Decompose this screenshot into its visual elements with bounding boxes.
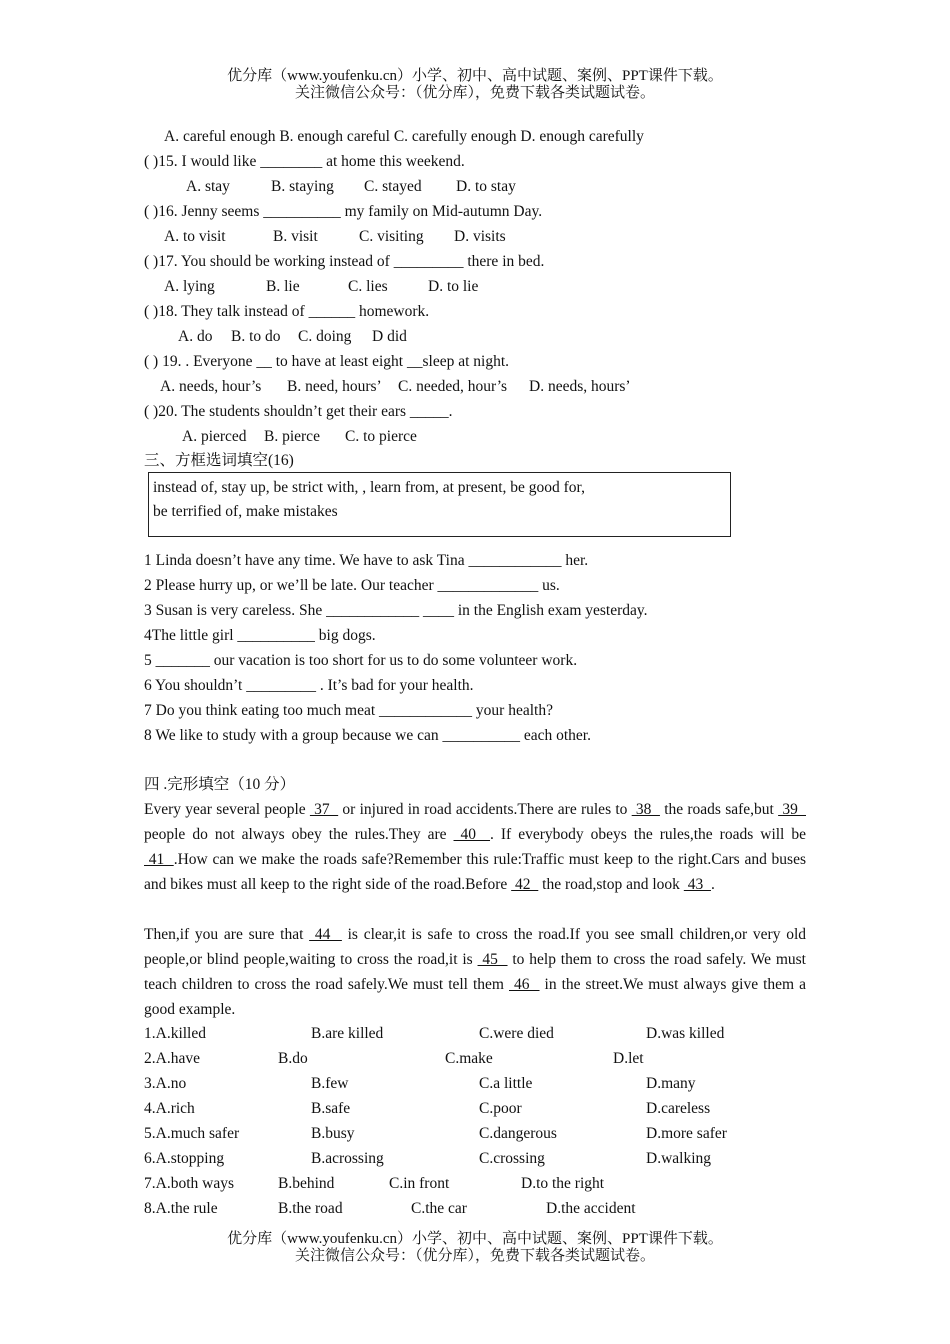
cloze-4-option-b: B.safe — [311, 1100, 351, 1117]
cloze-5-option-c: C.dangerous — [479, 1125, 557, 1142]
q19-option-d: D. needs, hours’ — [529, 378, 631, 395]
q20-option-a: A. pierced — [182, 428, 247, 445]
fill-item-6: 6 You shouldn’t _________ . It’s bad for your health. — [144, 677, 474, 694]
cloze-6-option-d: D.walking — [646, 1150, 712, 1167]
q19-option-b: B. need, hours’ — [287, 378, 382, 395]
header-line-2: 关注微信公众号：（优分库），免费下载各类试题试卷。 — [294, 85, 655, 101]
cloze-7-option-a: 7.A.both ways — [144, 1175, 234, 1192]
fill-item-5: 5 _______ our vacation is too short for us to do some volunteer work. — [144, 652, 578, 669]
cloze-4-option-a: 4.A.rich — [144, 1100, 195, 1117]
q20-option-c: C. to pierce — [345, 428, 417, 445]
q15-option-d: D. to stay — [456, 178, 516, 195]
fill-item-3: 3 Susan is very careless. She ____________ ____ in the English exam yesterday. — [144, 602, 648, 619]
word-bank-line-1: instead of, stay up, be strict with, , learn from, at present, be good for, — [153, 479, 585, 496]
header-line-1: 优分库（www.youfenku.cn）小学、初中、高中试题、案例、PPT课件下载。 — [227, 68, 723, 84]
q16-stem: ( )16. Jenny seems __________ my family on Mid-autumn Day. — [144, 203, 543, 220]
q17-option-b: B. lie — [266, 278, 300, 295]
cloze-3-option-a: 3.A.no — [144, 1075, 187, 1092]
q17-option-a: A. lying — [164, 278, 215, 295]
q14-options: A. careful enough B. enough careful C. carefully enough D. enough carefully — [164, 128, 644, 145]
cloze-4-option-c: C.poor — [479, 1100, 522, 1117]
fill-item-2: 2 Please hurry up, or we’ll be late. Our teacher _____________ us. — [144, 577, 560, 594]
cloze-6-option-b: B.acrossing — [311, 1150, 384, 1167]
fill-item-4: 4The little girl __________ big dogs. — [144, 627, 376, 644]
cloze-2-option-d: D.let — [613, 1050, 644, 1067]
cloze-5-option-a: 5.A.much safer — [144, 1125, 240, 1142]
word-bank-line-2: be terrified of, make mistakes — [153, 503, 338, 520]
cloze-1-option-b: B.are killed — [311, 1025, 384, 1042]
cloze-6-option-c: C.crossing — [479, 1150, 545, 1167]
q18-option-c: C. doing — [298, 328, 352, 345]
footer-line-1: 优分库（www.youfenku.cn）小学、初中、高中试题、案例、PPT课件下载。 — [227, 1231, 723, 1247]
cloze-4-option-d: D.careless — [646, 1100, 711, 1117]
cloze-1-option-d: D.was killed — [646, 1025, 725, 1042]
cloze-5-option-b: B.busy — [311, 1125, 355, 1142]
blank-46: 46 — [509, 976, 540, 993]
q18-option-d: D did — [372, 328, 407, 345]
q17-stem: ( )17. You should be working instead of _________ there in bed. — [144, 253, 545, 270]
blank-41: 41 — [144, 851, 174, 868]
cloze-7-option-c: C.in front — [389, 1175, 450, 1192]
q15-stem: ( )15. I would like ________ at home this weekend. — [144, 153, 465, 170]
cloze-2-option-b: B.do — [278, 1050, 308, 1067]
blank-44: 44 — [309, 926, 342, 943]
cloze-5-option-d: D.more safer — [646, 1125, 727, 1142]
cloze-6-option-a: 6.A.stopping — [144, 1150, 225, 1167]
q18-stem: ( )18. They talk instead of ______ homework. — [144, 303, 430, 320]
cloze-8-option-d: D.the accident — [546, 1200, 636, 1217]
cloze-7-option-b: B.behind — [278, 1175, 335, 1192]
q18-option-a: A. do — [178, 328, 213, 345]
cloze-paragraph-2: Then,if you are sure that 44 is clear,it is safe to cross the road.If you see small children,or very old people,or blind people,waiting to cross the road,it is 45 to help them to cross the road safely. We must teach children to cross the road safely.We must tell them 46 in the street.We must always give them a good example. — [144, 926, 806, 1018]
cloze-1-option-a: 1.A.killed — [144, 1025, 206, 1042]
cloze-paragraph-1: Every year several people 37 or injured in road accidents.There are rules to 38 the roads safe,but 39 people do not always obey the rules.They are 40 . If everybody obeys the rules,the roads will be 41 .How can we make the roads safe?Remember this rule:Traffic must keep to the right.Cars and buses and bikes must all keep to the right side of the road.Before 42 the road,stop and look 43 . — [144, 801, 806, 893]
q16-option-a: A. to visit — [164, 228, 226, 245]
q20-stem: ( )20. The students shouldn’t get their ears _____. — [144, 403, 453, 420]
word-bank-box — [148, 472, 731, 537]
fill-item-8: 8 We like to study with a group because we can __________ each other. — [144, 727, 591, 744]
cloze-3-option-d: D.many — [646, 1075, 696, 1092]
blank-45: 45 — [477, 951, 508, 968]
blank-40: 40 — [453, 826, 491, 843]
q15-option-a: A. stay — [186, 178, 230, 195]
q16-option-c: C. visiting — [359, 228, 424, 245]
q19-option-a: A. needs, hour’s — [160, 378, 262, 395]
section4-title: 四 .完形填空（10 分） — [144, 776, 296, 793]
cloze-8-option-c: C.the car — [411, 1200, 467, 1217]
q16-option-d: D. visits — [454, 228, 506, 245]
q16-option-b: B. visit — [273, 228, 318, 245]
q17-option-d: D. to lie — [428, 278, 479, 295]
cloze-2-option-a: 2.A.have — [144, 1050, 200, 1067]
q20-option-b: B. pierce — [264, 428, 320, 445]
cloze-8-option-b: B.the road — [278, 1200, 343, 1217]
fill-item-1: 1 Linda doesn’t have any time. We have to ask Tina ____________ her. — [144, 552, 589, 569]
q17-option-c: C. lies — [348, 278, 388, 295]
cloze-8-option-a: 8.A.the rule — [144, 1200, 218, 1217]
blank-43: 43 — [683, 876, 711, 893]
cloze-1-option-c: C.were died — [479, 1025, 554, 1042]
blank-37: 37 — [309, 801, 339, 818]
blank-38: 38 — [631, 801, 660, 818]
footer-line-2: 关注微信公众号：（优分库），免费下载各类试题试卷。 — [294, 1248, 655, 1264]
blank-39: 39 — [778, 801, 806, 818]
cloze-7-option-d: D.to the right — [521, 1175, 605, 1192]
page-header — [0, 68, 950, 102]
fill-item-7: 7 Do you think eating too much meat ____________ your health? — [144, 702, 553, 719]
cloze-2-option-c: C.make — [445, 1050, 493, 1067]
q19-stem: ( ) 19. . Everyone __ to have at least eight __sleep at night. — [144, 353, 510, 370]
q19-option-c: C. needed, hour’s — [398, 378, 508, 395]
cloze-3-option-b: B.few — [311, 1075, 349, 1092]
q18-option-b: B. to do — [231, 328, 281, 345]
cloze-3-option-c: C.a little — [479, 1075, 533, 1092]
q15-option-b: B. staying — [271, 178, 334, 195]
section3-title: 三、方框选词填空(16) — [144, 452, 294, 469]
blank-42: 42 — [511, 876, 539, 893]
q15-option-c: C. stayed — [364, 178, 422, 195]
page-footer — [0, 1231, 950, 1265]
